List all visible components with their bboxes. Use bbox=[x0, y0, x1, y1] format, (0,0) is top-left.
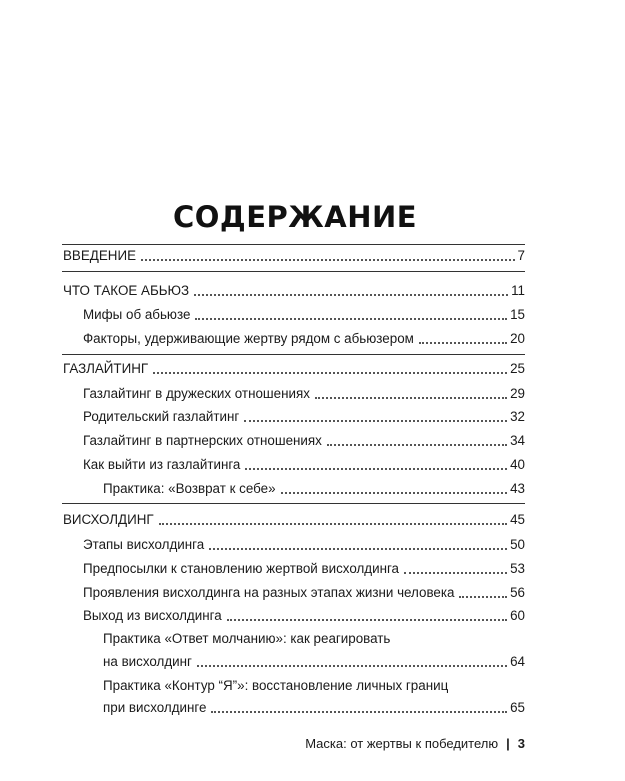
toc-entry-page: 7 bbox=[517, 248, 525, 263]
toc-entry bbox=[83, 605, 525, 625]
toc-entry-text: ВВЕДЕНИЕ bbox=[63, 248, 137, 263]
toc-entry-text: на висхолдинг bbox=[103, 654, 192, 669]
toc-entry-page: 64 bbox=[510, 654, 525, 669]
toc-entry-page: 15 bbox=[510, 307, 525, 322]
toc-entry-text: Факторы, удерживающие жертву рядом с абьюзером bbox=[83, 331, 414, 346]
dot-leader bbox=[327, 443, 507, 446]
toc-entry-page: 60 bbox=[510, 608, 525, 623]
toc-entry-text: Предпосылки к становлению жертвой висхолдинга bbox=[83, 561, 400, 576]
toc-entry-text: ЧТО ТАКОЕ АБЬЮЗ bbox=[63, 283, 190, 298]
toc-entry bbox=[103, 478, 525, 498]
toc-entry-page: 56 bbox=[510, 585, 525, 600]
footer-book-title: Маска: от жертвы к победителю bbox=[305, 736, 499, 751]
toc-entry bbox=[83, 383, 525, 403]
toc-entry-page: 34 bbox=[510, 433, 525, 448]
divider bbox=[62, 271, 525, 272]
toc-entry-page: 25 bbox=[510, 361, 525, 376]
toc-entry-page: 32 bbox=[510, 409, 525, 424]
dot-leader bbox=[211, 710, 507, 713]
toc-entry-page: 40 bbox=[510, 457, 525, 472]
dot-leader bbox=[153, 371, 507, 374]
toc-entry-text: Родительский газлайтинг bbox=[83, 409, 240, 424]
toc-entry-text: Проявления висхолдинга на разных этапах жизни человека bbox=[83, 585, 455, 600]
toc-entry bbox=[103, 628, 525, 648]
page-title: СОДЕРЖАНИЕ bbox=[172, 200, 418, 234]
toc-entry bbox=[103, 651, 525, 671]
toc-entry-text: Практика «Ответ молчанию»: как реагировать bbox=[103, 631, 391, 646]
dot-leader bbox=[159, 522, 507, 525]
dot-leader bbox=[194, 293, 508, 296]
toc-entry-page: 45 bbox=[510, 512, 525, 527]
dot-leader bbox=[244, 419, 507, 422]
dot-leader bbox=[227, 618, 507, 621]
toc-entry bbox=[63, 280, 525, 300]
toc-entry bbox=[83, 582, 525, 602]
toc-entry-page: 43 bbox=[510, 481, 525, 496]
toc-entry-text: Практика: «Возврат к себе» bbox=[103, 481, 276, 496]
toc-entry-page: 11 bbox=[511, 283, 525, 298]
toc-entry bbox=[83, 558, 525, 578]
dot-leader bbox=[315, 396, 507, 399]
toc-entry-text: Как выйти из газлайтинга bbox=[83, 457, 241, 472]
toc-entry bbox=[63, 509, 525, 529]
running-footer bbox=[305, 736, 525, 751]
toc-entry-text: ГАЗЛАЙТИНГ bbox=[63, 361, 149, 376]
dot-leader bbox=[459, 595, 507, 598]
toc-entry-page: 65 bbox=[510, 700, 525, 715]
toc-entry-text: ВИСХОЛДИНГ bbox=[63, 512, 154, 527]
footer-page-number: 3 bbox=[517, 736, 525, 751]
toc-entry-text: Практика «Контур “Я”»: восстановление личных границ bbox=[103, 678, 449, 693]
dot-leader bbox=[141, 258, 515, 261]
toc-entry bbox=[83, 328, 525, 348]
dot-leader bbox=[281, 491, 508, 494]
toc-entry bbox=[83, 454, 525, 474]
toc-entry-page: 20 bbox=[510, 331, 525, 346]
footer-separator: | bbox=[506, 736, 510, 751]
toc-entry bbox=[63, 245, 525, 265]
dot-leader bbox=[419, 341, 507, 344]
toc-entry bbox=[83, 304, 525, 324]
toc-entry-page: 50 bbox=[510, 537, 525, 552]
toc-entry-text: Газлайтинг в партнерских отношениях bbox=[83, 433, 322, 448]
divider bbox=[62, 354, 525, 355]
toc-entry-text: при висхолдинге bbox=[103, 700, 207, 715]
toc-entry bbox=[83, 430, 525, 450]
toc-entry-text: Выход из висхолдинга bbox=[83, 608, 222, 623]
toc-entry-page: 53 bbox=[510, 561, 525, 576]
toc-entry bbox=[103, 697, 525, 717]
dot-leader bbox=[209, 547, 507, 550]
dot-leader bbox=[195, 317, 507, 320]
dot-leader bbox=[245, 467, 507, 470]
dot-leader bbox=[197, 664, 507, 667]
toc-entry bbox=[63, 358, 525, 378]
toc-entry-text: Мифы об абьюзе bbox=[83, 307, 191, 322]
toc-entry bbox=[83, 406, 525, 426]
toc-entry-page: 29 bbox=[510, 386, 525, 401]
toc-entry bbox=[103, 675, 525, 695]
divider bbox=[62, 503, 525, 504]
dot-leader bbox=[404, 571, 507, 574]
toc-entry-text: Газлайтинг в дружеских отношениях bbox=[83, 386, 310, 401]
toc-entry-text: Этапы висхолдинга bbox=[83, 537, 205, 552]
toc-entry bbox=[83, 534, 525, 554]
